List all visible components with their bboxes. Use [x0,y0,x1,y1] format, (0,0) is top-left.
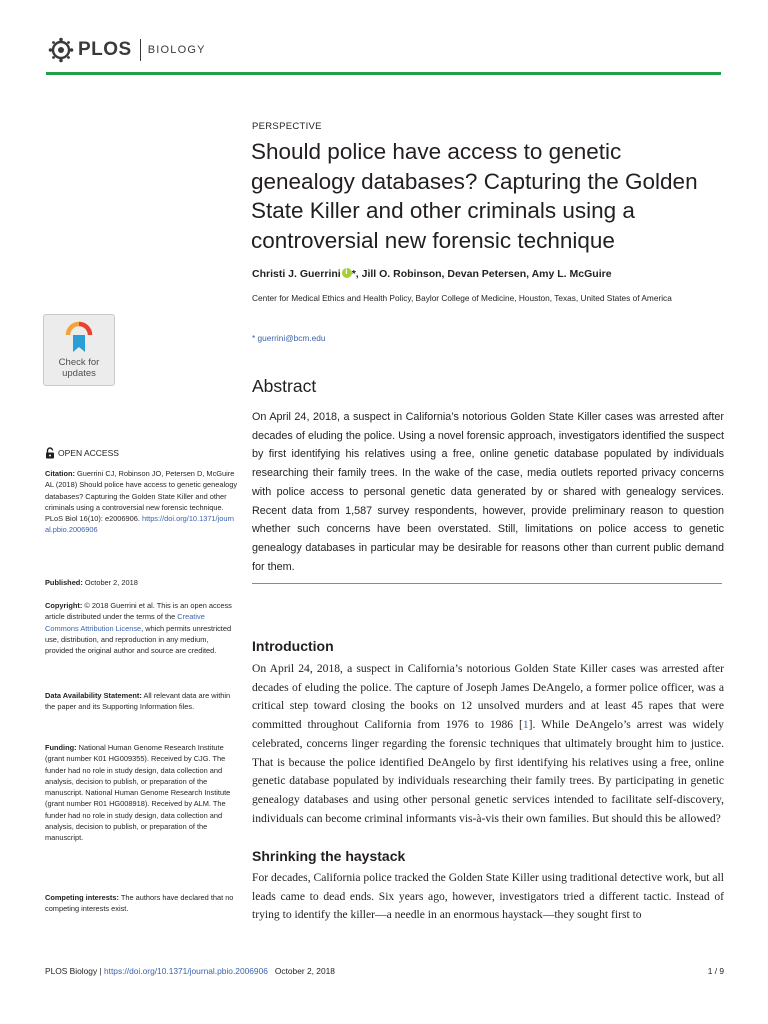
competing-label: Competing interests: [45,893,119,902]
page-footer [45,966,335,976]
copyright-label: Copyright: [45,601,83,610]
article-title: Should police have access to genetic genealogy databases? Capturing the Golden State Killer and other criminals using a controversial new forensic technique [251,139,698,253]
corresponding-email [252,333,325,343]
header-rule [46,72,721,75]
copyright-block [45,600,237,656]
citation-doi-link[interactable]: https://doi.org/10.1371/journal.pbio.2006906 [45,514,235,535]
introduction-paragraph [252,660,724,828]
published-label: Published: [45,578,83,587]
open-access-label: OPEN ACCESS [58,448,119,458]
check-for-updates-label [44,357,114,379]
reference-link[interactable]: 1 [522,718,529,732]
check-label-line2: updates [62,368,96,379]
journal-name: BIOLOGY [147,44,206,56]
section-heading: Shrinking the haystack [252,848,406,864]
footer-date: October 2, 2018 [274,966,335,976]
citation-label: Citation: [45,469,75,478]
abstract-text: On April 24, 2018, a suspect in California’s notorious Golden State Killer cases was arrested after decades of eluding the police. Using a novel forensic approach, investigators identified the suspect by first identifying his relatives using a free, online genetic database populated by individuals researching their family trees. In the wake of the case, media outlets reported privacy concerns with police access to personal genetic data generated by or shared with genealogy services. Recent data from 1,587 survey respondents, however, provide preliminary reason to question whether such concerns have been overstated. Still, limitations on police access to genetic genealogy databases in particular may be desirable for reasons other than current public demand for them. [252,411,724,573]
intro-text-end: ]. While DeAngelo’s arrest was widely celebrated, concerns linger regarding the forensic techniques that ultimately brought him to justice. That is because the police identified DeAngelo by first identifying his relatives using a free, online genetic database populated by individuals researching their family trees. By participating in genetic genealogy databases and using other personal genetic services intended to facilitate self-discovery, individuals can become criminal informants vis-à-vis their own families. But should this be allowed? [252,718,724,825]
brand-divider [140,39,141,61]
competing-interests-block [45,892,237,915]
license-link[interactable]: Creative Commons Attribution License [45,612,205,633]
funding-block [45,742,237,844]
competing-text: The authors have declared that no competing interests exist. [45,893,234,914]
data-availability-block [45,690,237,713]
page-number: 1 / 9 [707,966,724,976]
footer-separator: | [97,966,104,976]
check-for-updates-badge[interactable] [43,314,115,386]
check-label-line1: Check for [58,357,100,368]
affiliation: Center for Medical Ethics and Health Policy, Baylor College of Medicine, Houston, Texas, United States of America [252,293,672,303]
copyright-text-end: , which permits unrestricted use, distribution, and reproduction in any medium, provided the original author and source are credited. [45,623,232,656]
article-type: PERSPECTIVE [252,121,322,132]
journal-logo[interactable] [48,34,206,66]
availability-text: All relevant data are within the paper and its Supporting Information files. [45,691,231,712]
funding-text: National Human Genome Research Institute (grant number K01 HG009355). Received by CJG. The funder had no role in study design, data collection and analysis, decision to publish, or preparation of the manuscript. National Human Genome Research Institute (grant number R01 HG008918). Received by ALM. The funder had no role in study design, data collection and analysis, decision to publish, or preparation of the manuscript. [45,743,231,843]
email-asterisk: * [252,333,258,343]
citation-block [45,468,237,536]
author-name[interactable]: Christi J. Guerrini [252,268,341,280]
footer-journal: PLOS Biology [45,966,98,976]
email-link[interactable]: guerrini@bcm.edu [257,333,326,343]
open-access-badge [45,447,119,459]
availability-label: Data Availability Statement: [45,691,142,700]
introduction-heading: Introduction [252,638,334,654]
copyright-text: © 2018 Guerrini et al. This is an open access article distributed under the terms of the [45,601,232,622]
open-lock-icon [45,447,55,459]
footer-doi-link[interactable]: https://doi.org/10.1371/journal.pbio.2006906 [103,966,268,976]
abstract-heading: Abstract [252,376,317,396]
author-names-rest: *, Jill O. Robinson, Devan Petersen, Amy L. McGuire [351,268,612,280]
published-block [45,577,237,588]
citation-text: Guerrini CJ, Robinson JO, Petersen D, McGuire AL (2018) Should police have access to genetic genealogy databases? Capturing the Golden State Killer and other criminals using a controversial new forensic technique. PLoS Biol 16(10): e2006906. [45,469,238,524]
bookmark-icon [65,321,93,355]
section-paragraph: For decades, California police tracked the Golden State Killer using traditional detective work, but all leads came to dead ends. Six years ago, however, investigators tried a different tactic. Instead of trying to identify the killer—a needle in an enormous haystack—they sought first to [252,871,724,922]
brand-name: PLOS [78,39,132,60]
author-list [252,268,732,280]
published-date: October 2, 2018 [82,578,138,587]
plos-logo-icon [48,37,74,63]
orcid-icon[interactable] [342,268,352,278]
abstract-divider [252,583,722,584]
intro-text-start: On April 24, 2018, a suspect in California’s notorious Golden State Killer cases was arrested after decades of eluding the police. The capture of Joseph James DeAngelo, a former police officer, was a critical step toward closing the books on 12 unsolved murders and at least 45 rapes that were committed throughout California from 1976 to 1986 [ [252,662,724,732]
funding-label: Funding: [45,743,77,752]
